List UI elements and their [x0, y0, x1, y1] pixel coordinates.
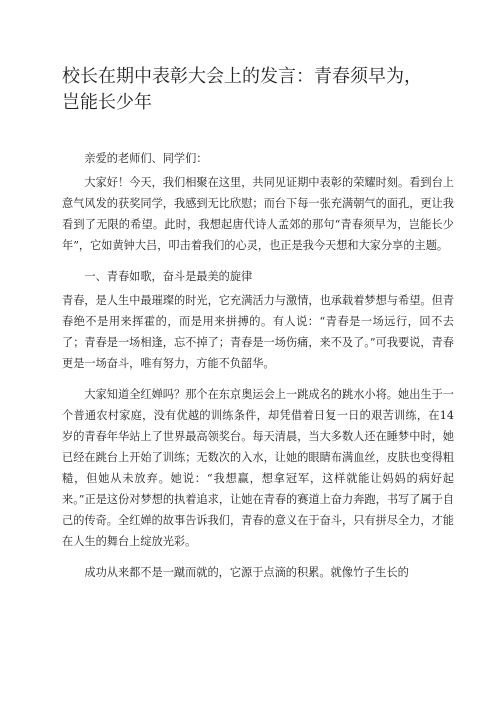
paragraph-quan-hongchan: 大家知道全红婵吗？那个在东京奥运会上一跳成名的跳水小将。她出生于一个普通农村家庭，没有优越的训练条件，却凭借着日复一日的艰苦训练，在14岁的青春年华站上了世界最高领奖台。每天清晨，当大多数人还在睡梦中时，她已经在跳台上开始了训练；无数次的入水，让她的眼睛布满血丝，皮肤也变得粗糙，但她从未放弃。她说：“我想赢，想拿冠军，这样就能让妈妈的病好起来。”正是这份对梦想的执着追求，让她在青春的赛道上奋力奔跑，书写了属于自己的传奇。全红婵的故事告诉我们，青春的意义在于奋斗，只有拼尽全力，才能在人生的舞台上绽放光彩。: [62, 388, 454, 548]
paragraph-youth: 青春，是人生中最璀璨的时光，它充满活力与激情，也承载着梦想与希望。但青春绝不是用来挥霍的，而是用来拼搏的。有人说：“青春是一场远行，回不去了；青春是一场相逢，忘不掉了；青春是一场伤痛，来不及了。”可我要说，青春更是一场奋斗，唯有努力，方能不负韶华。: [62, 294, 454, 370]
paragraph-success: 成功从来都不是一蹴而就的，它源于点滴的积累。就像竹子生长的: [84, 566, 409, 579]
title-line-2: 岂能长少年: [62, 92, 152, 113]
greeting: 亲爱的老师们、同学们：: [84, 152, 208, 165]
document-body: [62, 148, 454, 583]
paragraph-opening: 大家好！今天，我们相聚在这里，共同见证期中表彰的荣耀时刻。看到台上意气风发的获奖同学，我感到无比欣慰；而台下每一张充满朝气的面孔，更让我看到了无限的希望。此时，我想起唐代诗人孟郊的那句“青春须早为，岂能长少年”，它如黄钟大吕，叩击着我们的心灵，也正是我今天想和大家分享的主题。: [62, 176, 454, 252]
document-title: [62, 64, 462, 116]
section-heading: 一、青春如歌，奋斗是最美的旋律: [84, 270, 253, 283]
title-line-1: 校长在期中表彰大会上的发言：青春须早为，: [62, 66, 422, 87]
